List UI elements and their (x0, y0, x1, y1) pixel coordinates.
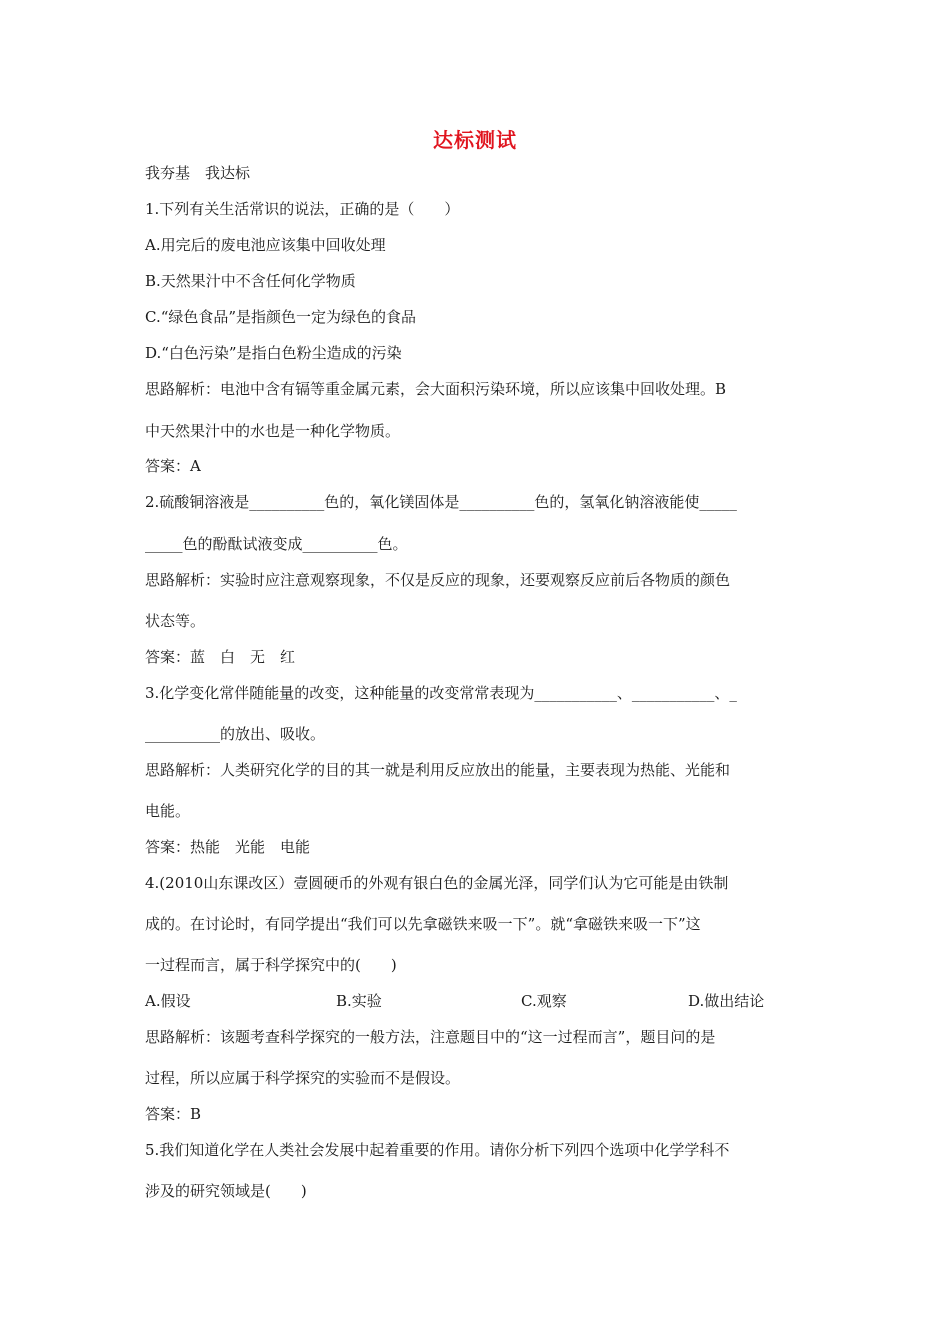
question-4-option-a: A.假设 (145, 992, 191, 1010)
question-2-stem-cont: _____色的酚酞试液变成__________色。 (145, 535, 408, 553)
question-1-analysis-cont: 中天然果汁中的水也是一种化学物质。 (145, 422, 401, 440)
question-1-analysis: 思路解析：电池中含有镉等重金属元素，会大面积污染环境，所以应该集中回收处理。B (145, 380, 727, 398)
question-5-stem: 5.我们知道化学在人类社会发展中起着重要的作用。请你分析下列四个选项中化学学科不 (145, 1141, 730, 1159)
question-4-analysis-cont: 过程，所以应属于科学探究的实验而不是假设。 (145, 1069, 461, 1087)
question-2-stem: 2.硫酸铜溶液是__________色的，氧化镁固体是__________色的，氢氧化钠溶液能使_____ (145, 493, 737, 511)
page-title: 达标测试 (433, 128, 517, 152)
question-2-analysis-cont: 状态等。 (145, 612, 206, 630)
question-1-option-d: D.“白色污染”是指白色粉尘造成的污染 (145, 344, 402, 362)
question-5-stem-cont: 涉及的研究领域是( ) (145, 1182, 307, 1200)
question-4-option-d: D.做出结论 (688, 992, 765, 1010)
question-1-answer: 答案：A (145, 457, 201, 475)
question-2-answer: 答案：蓝 白 无 红 (145, 648, 296, 666)
question-4-answer: 答案：B (145, 1105, 202, 1123)
section-heading: 我夯基 我达标 (145, 164, 251, 182)
question-4-option-c: C.观察 (521, 992, 567, 1010)
question-3-analysis-cont: 电能。 (145, 802, 191, 820)
question-3-stem-cont: __________的放出、吸收。 (145, 725, 326, 743)
question-4-stem-cont-2: 一过程而言，属于科学探究中的( ) (145, 956, 397, 974)
question-2-analysis: 思路解析：实验时应注意观察现象，不仅是反应的现象，还要观察反应前后各物质的颜色 (145, 571, 731, 589)
question-1-option-c: C.“绿色食品”是指颜色一定为绿色的食品 (145, 308, 417, 326)
question-4-stem: 4.(2010山东课改区）壹圆硬币的外观有银白色的金属光泽，同学们认为它可能是由铁制 (145, 874, 729, 892)
question-1-option-a: A.用完后的废电池应该集中回收处理 (145, 236, 386, 254)
question-1-option-b: B.天然果汁中不含任何化学物质 (145, 272, 356, 290)
question-4-stem-cont-1: 成的。在讨论时，有同学提出“我们可以先拿磁铁来吸一下”。就“拿磁铁来吸一下”这 (145, 915, 701, 933)
question-3-stem: 3.化学变化常伴随能量的改变，这种能量的改变常常表现为___________、___________、_ (145, 684, 737, 702)
question-3-analysis: 思路解析：人类研究化学的目的其一就是利用反应放出的能量，主要表现为热能、光能和 (145, 761, 731, 779)
question-4-analysis: 思路解析：该题考查科学探究的一般方法，注意题目中的“这一过程而言”，题目问的是 (145, 1028, 716, 1046)
question-3-answer: 答案：热能 光能 电能 (145, 838, 311, 856)
question-4-option-b: B.实验 (336, 992, 382, 1010)
question-1-stem: 1.下列有关生活常识的说法，正确的是（ ） (145, 200, 460, 218)
